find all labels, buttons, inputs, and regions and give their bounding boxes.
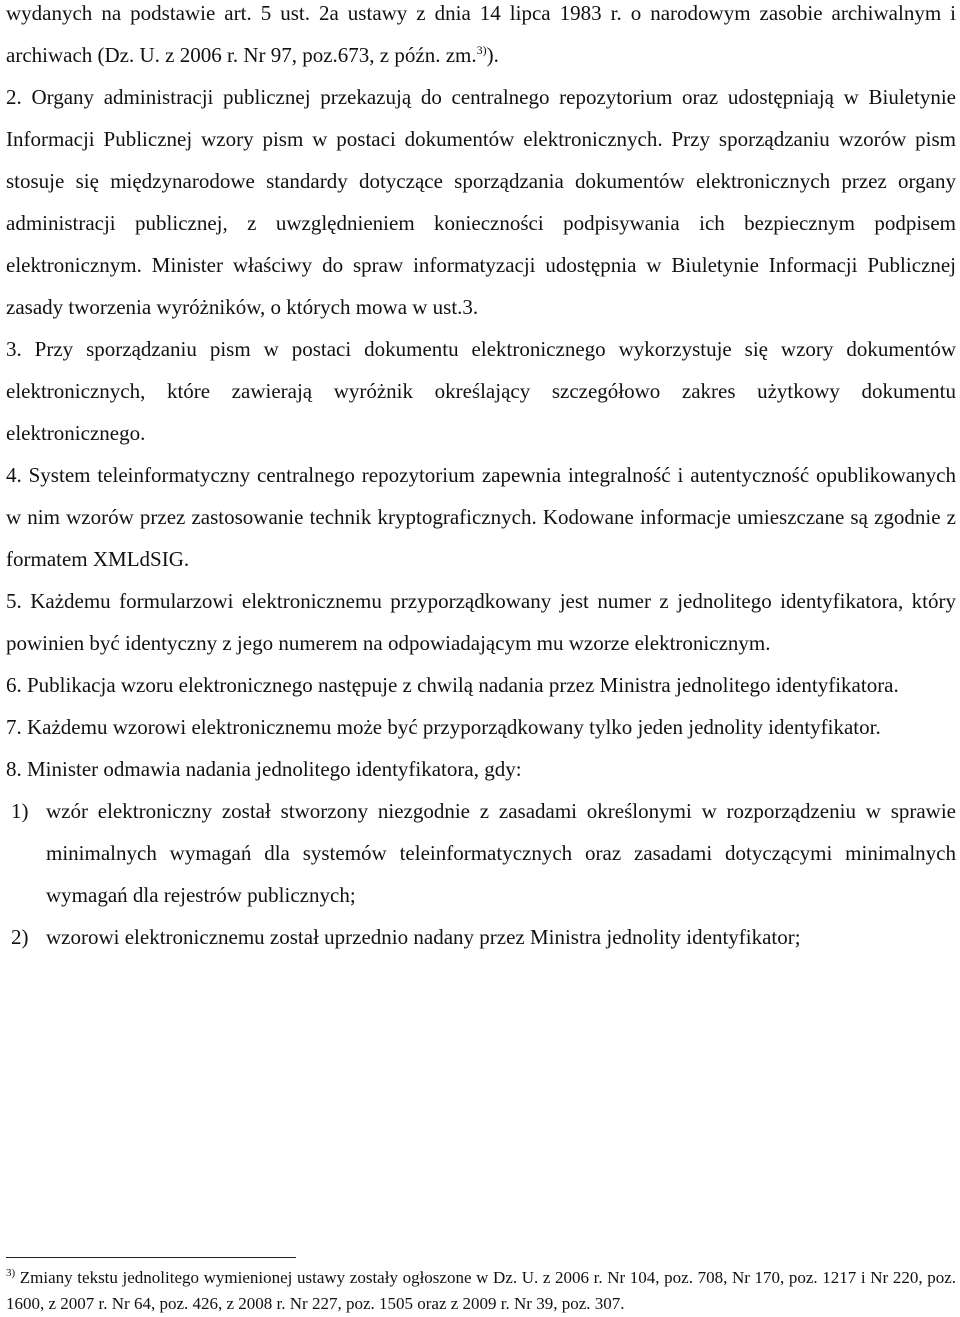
- intro-end: ).: [486, 43, 499, 67]
- paragraph-2: 2. Organy administracji publicznej przekazują do centralnego repozytorium oraz udostępniają w Biuletynie Informacji Publicznej wzory pism w postaci dokumentów elektronicznych. Przy sporządzaniu wzorów pism stosuje się międzynarodowe standardy dotyczące sporządzania dokumentów elektronicznych przez organy administracji publicznej, z uwzględnieniem konieczności podpisywania ich bezpiecznym podpisem elektronicznym. Minister właściwy do spraw informatyzacji udostępnia w Biuletynie Informacji Publicznej zasady tworzenia wyróżników, o których mowa w ust.3.: [6, 85, 956, 319]
- list-item-text: wzór elektroniczny został stworzony niezgodnie z zasadami określonymi w rozporządzeniu w sprawie minimalnych wymagań dla systemów teleinformatycznych oraz zasadami dotyczącymi minimalnych wymagań dla rejestrów publicznych;: [46, 799, 956, 907]
- paragraph-6: 6. Publikacja wzoru elektronicznego następuje z chwilą nadania przez Ministra jednolitego identyfikatora.: [6, 673, 899, 697]
- list-item: [6, 916, 956, 958]
- paragraph-5: 5. Każdemu formularzowi elektronicznemu przyporządkowany jest numer z jednolitego identyfikatora, który powinien być identyczny z jego numerem na odpowiadającym mu wzorze elektronicznym.: [6, 589, 956, 655]
- footnote-text: Zmiany tekstu jednolitego wymienionej ustawy zostały ogłoszone w Dz. U. z 2006 r. Nr 104, poz. 708, Nr 170, poz. 1217 i Nr 220, poz. 1600, z 2007 r. Nr 64, poz. 426, z 2008 r. Nr 227, poz. 1505 oraz z 2009 r. Nr 39, poz. 307.: [6, 1268, 956, 1313]
- list-item-number: 1): [11, 799, 29, 823]
- paragraph-4: 4. System teleinformatyczny centralnego repozytorium zapewnia integralność i autentyczność opublikowanych w nim wzorów przez zastosowanie technik kryptograficznych. Kodowane informacje umieszczane są zgodnie z formatem XMLdSIG.: [6, 463, 956, 571]
- document-page: [6, 0, 956, 958]
- footnote-reference[interactable]: 3): [476, 43, 487, 57]
- footnote-separator: [6, 1257, 296, 1258]
- paragraph-8: 8. Minister odmawia nadania jednolitego identyfikatora, gdy:: [6, 757, 522, 781]
- intro-text: wydanych na podstawie art. 5 ust. 2a ustawy z dnia 14 lipca 1983 r. o narodowym zasobie archiwalnym i archiwach (Dz. U. z 2006 r. Nr 97, poz.673, z późn. zm.: [6, 1, 956, 67]
- paragraph-3: 3. Przy sporządzaniu pism w postaci dokumentu elektronicznego wykorzystuje się wzory dokumentów elektronicznych, które zawierają wyróżnik określający szczegółowo zakres użytkowy dokumentu elektronicznego.: [6, 337, 956, 445]
- paragraph-7: 7. Każdemu wzorowi elektronicznemu może być przyporządkowany tylko jeden jednolity identyfikator.: [6, 715, 881, 739]
- footnote: [6, 1265, 956, 1317]
- list-item-number: 2): [11, 925, 29, 949]
- list-item-text: wzorowi elektronicznemu został uprzednio nadany przez Ministra jednolity identyfikator;: [46, 925, 801, 949]
- footnote-mark: 3): [6, 1267, 16, 1279]
- paragraph-intro: [6, 0, 956, 76]
- list-item: [6, 790, 956, 916]
